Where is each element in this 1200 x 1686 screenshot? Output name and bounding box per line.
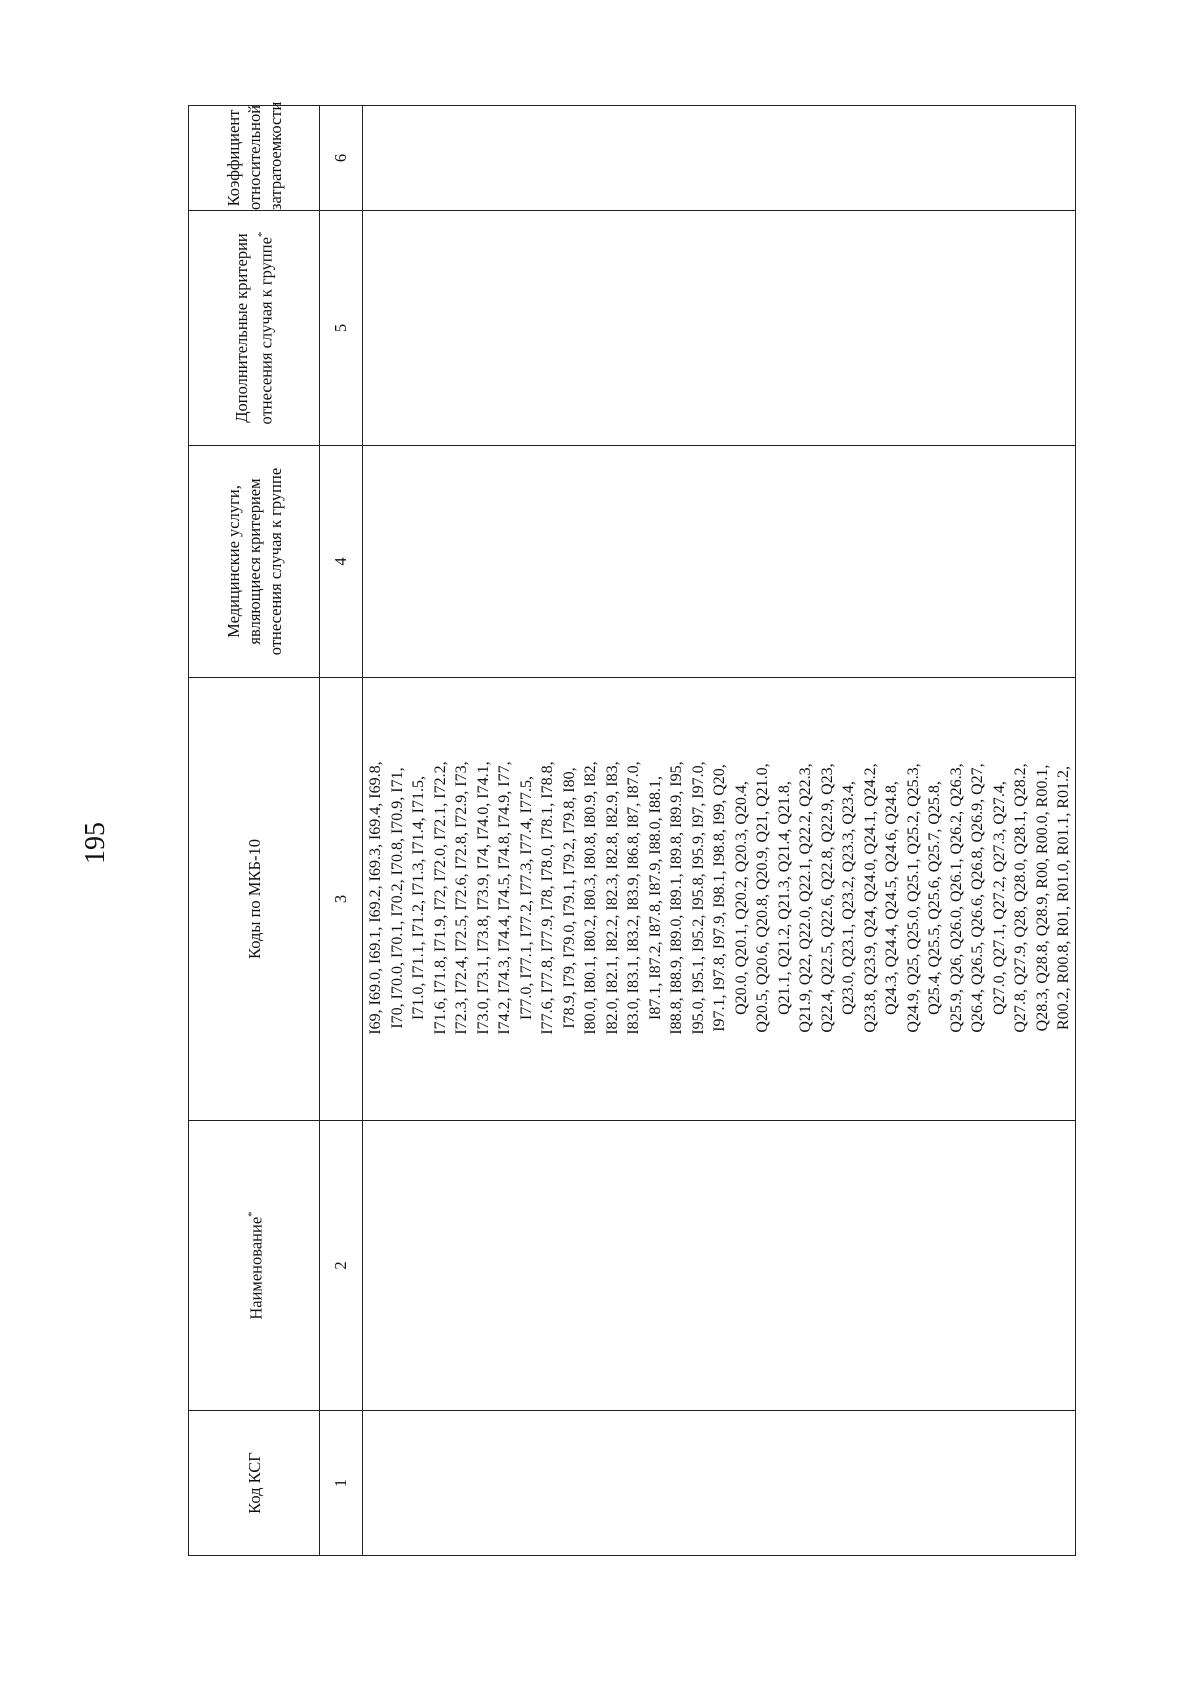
mkb10-code-line: Q23.0, Q23.1, Q23.2, Q23.3, Q23.4, [840,781,857,1015]
footnote-marker: * [245,1211,258,1217]
header-additional-criteria [189,211,320,446]
mkb10-code-line: I77.6, I77.8, I77.9, I78, I78.0, I78.1, I78.8, [539,761,556,1035]
ksg-table [188,101,1076,1556]
rotated-table-content [188,101,1072,1556]
column-number: 5 [320,211,363,446]
mkb10-code-line: Q26.4, Q26.5, Q26.6, Q26.8, Q26.9, Q27, [969,763,986,1033]
mkb10-code-line: Q27.0, Q27.1, Q27.2, Q27.3, Q27.4, [990,781,1008,1015]
column-number: 2 [320,1121,363,1411]
mkb10-code-line: Q23.8, Q23.9, Q24, Q24.0, Q24.1, Q24.2, [861,763,879,1033]
column-number-row [320,106,363,1556]
header-services-label: Медицинские услуги, являющиеся критерием отнесения случая к группе [223,467,285,656]
header-mkb10 [189,678,320,1121]
mkb10-code-line: I77.0, I77.1, I77.2, I77.3, I77.4, I77.5, [517,776,535,1020]
mkb10-code-line: Q24.3, Q24.4, Q24.5, Q24.6, Q24.8, [883,781,900,1015]
cell-additional-criteria [363,211,1076,446]
mkb10-code-line: I97.1, I97.8, I97.9, I98.1, I98.8, I99, Q20, [711,764,728,1032]
cell-services [363,446,1076,678]
header-coefficient-label: Коэффициент относительной затратоемкости [223,101,285,210]
mkb10-code-line: Q20.0, Q20.1, Q20.2, Q20.3, Q20.4, [732,781,750,1015]
header-name-label: Наименование [246,1216,266,1320]
column-number: 1 [320,1411,363,1556]
mkb10-code-line: I82.0, I82.1, I82.2, I82.3, I82.8, I82.9, I83, [603,761,621,1035]
column-number: 3 [320,678,363,1121]
mkb10-code-line: Q21.9, Q22, Q22.0, Q22.1, Q22.2, Q22.3, [797,763,814,1033]
table-row [363,106,1076,1556]
mkb10-code-line: I72.3, I72.4, I72.5, I72.6, I72.8, I72.9, I73, [453,761,470,1035]
mkb10-code-line: I73.0, I73.1, I73.8, I73.9, I74, I74.0, I74.1, [474,761,492,1035]
mkb10-code-line: Q25.9, Q26, Q26.0, Q26.1, Q26.2, Q26.3, [947,763,965,1033]
mkb10-code-line: I71.0, I71.1, I71.2, I71.3, I71.4, I71.5, [410,776,427,1020]
header-services [189,446,320,678]
header-name [189,1121,320,1411]
mkb10-code-line: I80.0, I80.1, I80.2, I80.3, I80.8, I80.9, I82, [582,761,599,1035]
mkb10-code-line: I88.8, I88.9, I89.0, I89.1, I89.8, I89.9, I95, [668,761,685,1035]
mkb10-code-line: I71.6, I71.8, I71.9, I72, I72.0, I72.1, I72.2, [431,761,449,1035]
mkb10-code-line: I69, I69.0, I69.1, I69.2, I69.3, I69.4, I69.8, [367,761,384,1035]
header-ksg-code-label: Код КСГ [244,1452,264,1514]
mkb10-code-line: I78.9, I79, I79.0, I79.1, I79.2, I79.8, I80, [560,767,578,1029]
mkb10-code-line: Q28.3, Q28.8, Q28.9, R00, R00.0, R00.1, [1033,764,1051,1032]
cell-mkb10-codes [363,678,1076,1121]
mkb10-code-line: Q25.4, Q25.5, Q25.6, Q25.7, Q25.8, [926,781,943,1015]
cell-coefficient [363,106,1076,211]
mkb10-code-line: R00.2, R00.8, R01, R01.0, R01.1, R01.2, [1055,765,1072,1031]
column-number: 6 [320,106,363,211]
mkb10-code-line: I95.0, I95.1, I95.2, I95.8, I95.9, I97, I97.0, [689,761,707,1035]
cell-ksg-code [363,1411,1076,1556]
mkb10-code-line: Q20.5, Q20.6, Q20.8, Q20.9, Q21, Q21.0, [754,763,771,1033]
mkb10-code-line: Q21.1, Q21.2, Q21.3, Q21.4, Q21.8, [775,781,793,1015]
mkb10-code-line: I87.1, I87.2, I87.8, I87.9, I88.0, I88.1, [646,776,664,1020]
rotated-table-frame [188,101,1072,1556]
page-number: 195 [80,822,111,864]
mkb10-code-line: I70, I70.0, I70.1, I70.2, I70.8, I70.9, I71, [388,767,406,1029]
header-ksg-code [189,1411,320,1556]
header-row [189,106,320,1556]
mkb10-code-line: Q27.8, Q27.9, Q28, Q28.0, Q28.1, Q28.2, [1012,763,1029,1033]
header-mkb10-label: Коды по МКБ-10 [244,839,264,959]
header-coefficient [189,101,320,211]
mkb10-code-line: I83.0, I83.1, I83.2, I83.9, I86.8, I87, I87.0, [625,761,642,1035]
mkb10-code-line: Q24.9, Q25, Q25.0, Q25.1, Q25.2, Q25.3, [904,763,922,1033]
footnote-marker: * [256,231,269,238]
mkb10-code-line: I74.2, I74.3, I74.4, I74.5, I74.8, I74.9, I77, [496,761,513,1035]
mkb10-code-line: Q22.4, Q22.5, Q22.6, Q22.8, Q22.9, Q23, [818,763,836,1033]
column-number: 4 [320,446,363,678]
header-additional-criteria-label: Дополнительные критерии отнесения случая к группе [232,233,276,425]
cell-name [363,1121,1076,1411]
